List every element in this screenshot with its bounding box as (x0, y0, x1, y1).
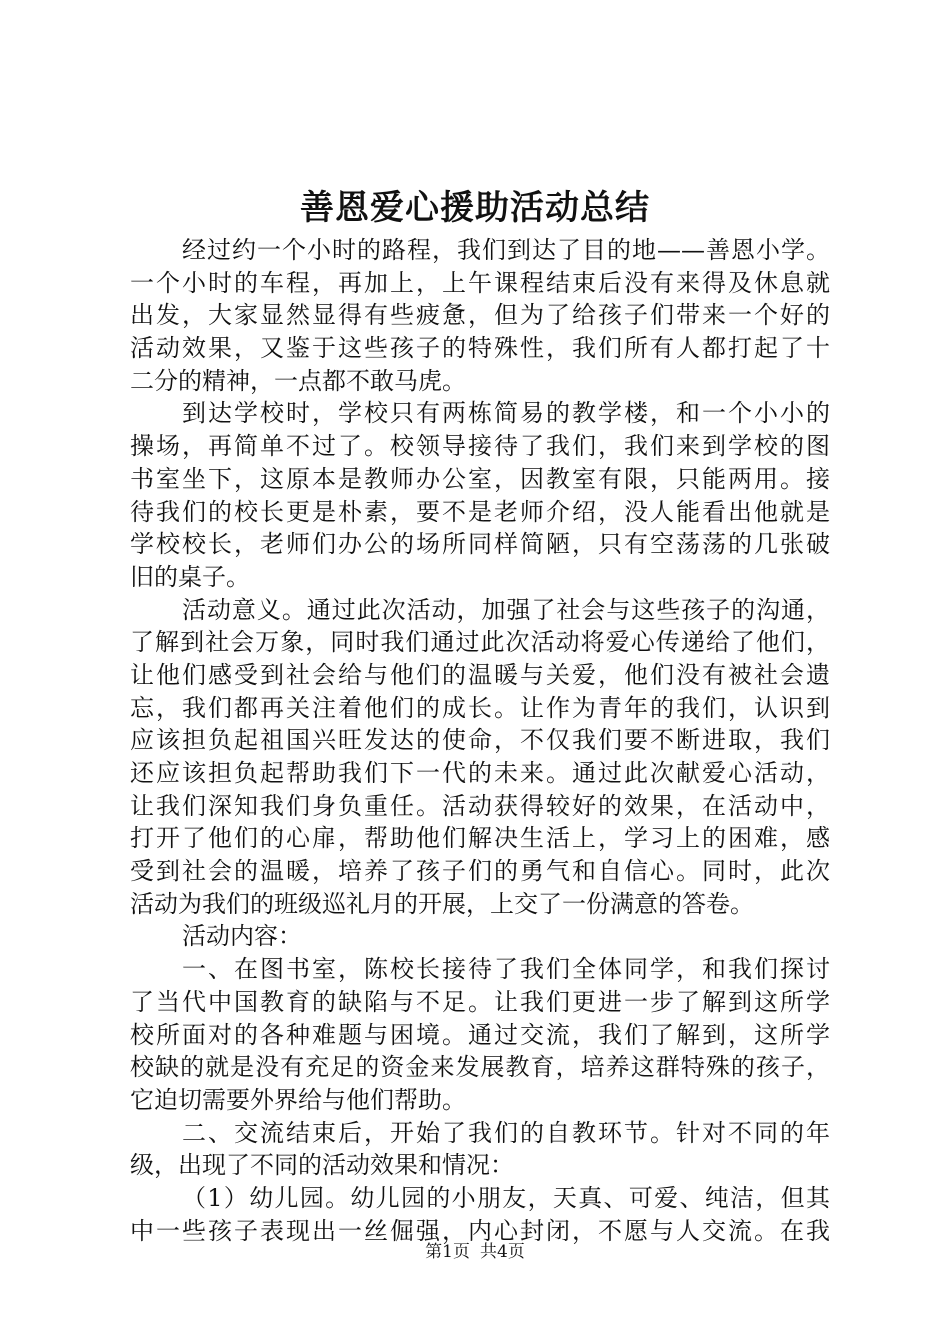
text-line: 应该担负起祖国兴旺发达的使命，不仅我们要不断进取，我们 (130, 726, 830, 755)
text-line: 一个小时的车程，再加上，上午课程结束后没有来得及休息就 (130, 268, 830, 297)
text-line: 二分的精神，一点都不敢马虎。 (130, 366, 466, 395)
document-title: 善恩爱心援助活动总结 (300, 188, 650, 228)
text-line: 中一些孩子表现出一丝倔强，内心封闭，不愿与人交流。在我 (130, 1216, 830, 1245)
text-line: 受到社会的温暖，培养了孩子们的勇气和自信心。同时，此次 (130, 857, 830, 886)
text-line: （1）幼儿园。幼儿园的小朋友，天真、可爱、纯洁，但其 (182, 1183, 830, 1212)
text-line: 校缺的就是没有充足的资金来发展教育，培养这群特殊的孩子， (130, 1053, 830, 1082)
text-line: 待我们的校长更是朴素，要不是老师介绍，没人能看出他就是 (130, 497, 830, 526)
page-total: 共4页 (480, 1242, 525, 1262)
text-line: 忘，我们都再关注着他们的成长。让作为青年的我们，认识到 (130, 693, 830, 722)
document-body (130, 234, 830, 1247)
text-line: 活动效果，又鉴于这些孩子的特殊性，我们所有人都打起了十 (130, 334, 830, 363)
text-line: 学校校长，老师们办公的场所同样简陋，只有空荡荡的几张破 (130, 530, 830, 559)
text-line: 级，出现了不同的活动效果和情况： (130, 1151, 514, 1180)
text-line: 活动为我们的班级巡礼月的开展，上交了一份满意的答卷。 (130, 889, 754, 918)
text-line: 活动内容： (182, 922, 302, 951)
page-footer (0, 1240, 950, 1264)
text-line: 到达学校时，学校只有两栋简易的教学楼，和一个小小的 (182, 399, 830, 428)
text-line: 了当代中国教育的缺陷与不足。让我们更进一步了解到这所学 (130, 987, 830, 1016)
text-line: 打开了他们的心扉，帮助他们解决生活上，学习上的困难，感 (130, 824, 830, 853)
text-line: 校所面对的各种难题与困境。通过交流，我们了解到，这所学 (130, 1020, 830, 1049)
text-line: 出发，大家显然显得有些疲惫，但为了给孩子们带来一个好的 (130, 301, 830, 330)
text-line: 操场，再简单不过了。校领导接待了我们，我们来到学校的图 (130, 432, 830, 461)
text-line: 一、在图书室，陈校长接待了我们全体同学，和我们探讨 (182, 955, 830, 984)
text-line: 让我们深知我们身负重任。活动获得较好的效果，在活动中， (130, 791, 830, 820)
text-line: 旧的桌子。 (130, 562, 250, 591)
text-line: 活动意义。通过此次活动，加强了社会与这些孩子的沟通， (182, 595, 830, 624)
text-line: 还应该担负起帮助我们下一代的未来。通过此次献爱心活动， (130, 759, 830, 787)
text-line: 经过约一个小时的路程，我们到达了目的地——善恩小学。 (182, 236, 830, 264)
text-line: 了解到社会万象，同时我们通过此次活动将爱心传递给了他们， (130, 628, 830, 657)
text-line: 让他们感受到社会给与他们的温暖与关爱，他们没有被社会遗 (130, 660, 830, 689)
text-line: 书室坐下，这原本是教师办公室，因教室有限，只能两用。接 (130, 464, 830, 493)
text-line: 它迫切需要外界给与他们帮助。 (130, 1085, 466, 1114)
text-line: 二、交流结束后，开始了我们的自教环节。针对不同的年 (182, 1118, 830, 1147)
page-number: 第1页 (425, 1242, 470, 1262)
